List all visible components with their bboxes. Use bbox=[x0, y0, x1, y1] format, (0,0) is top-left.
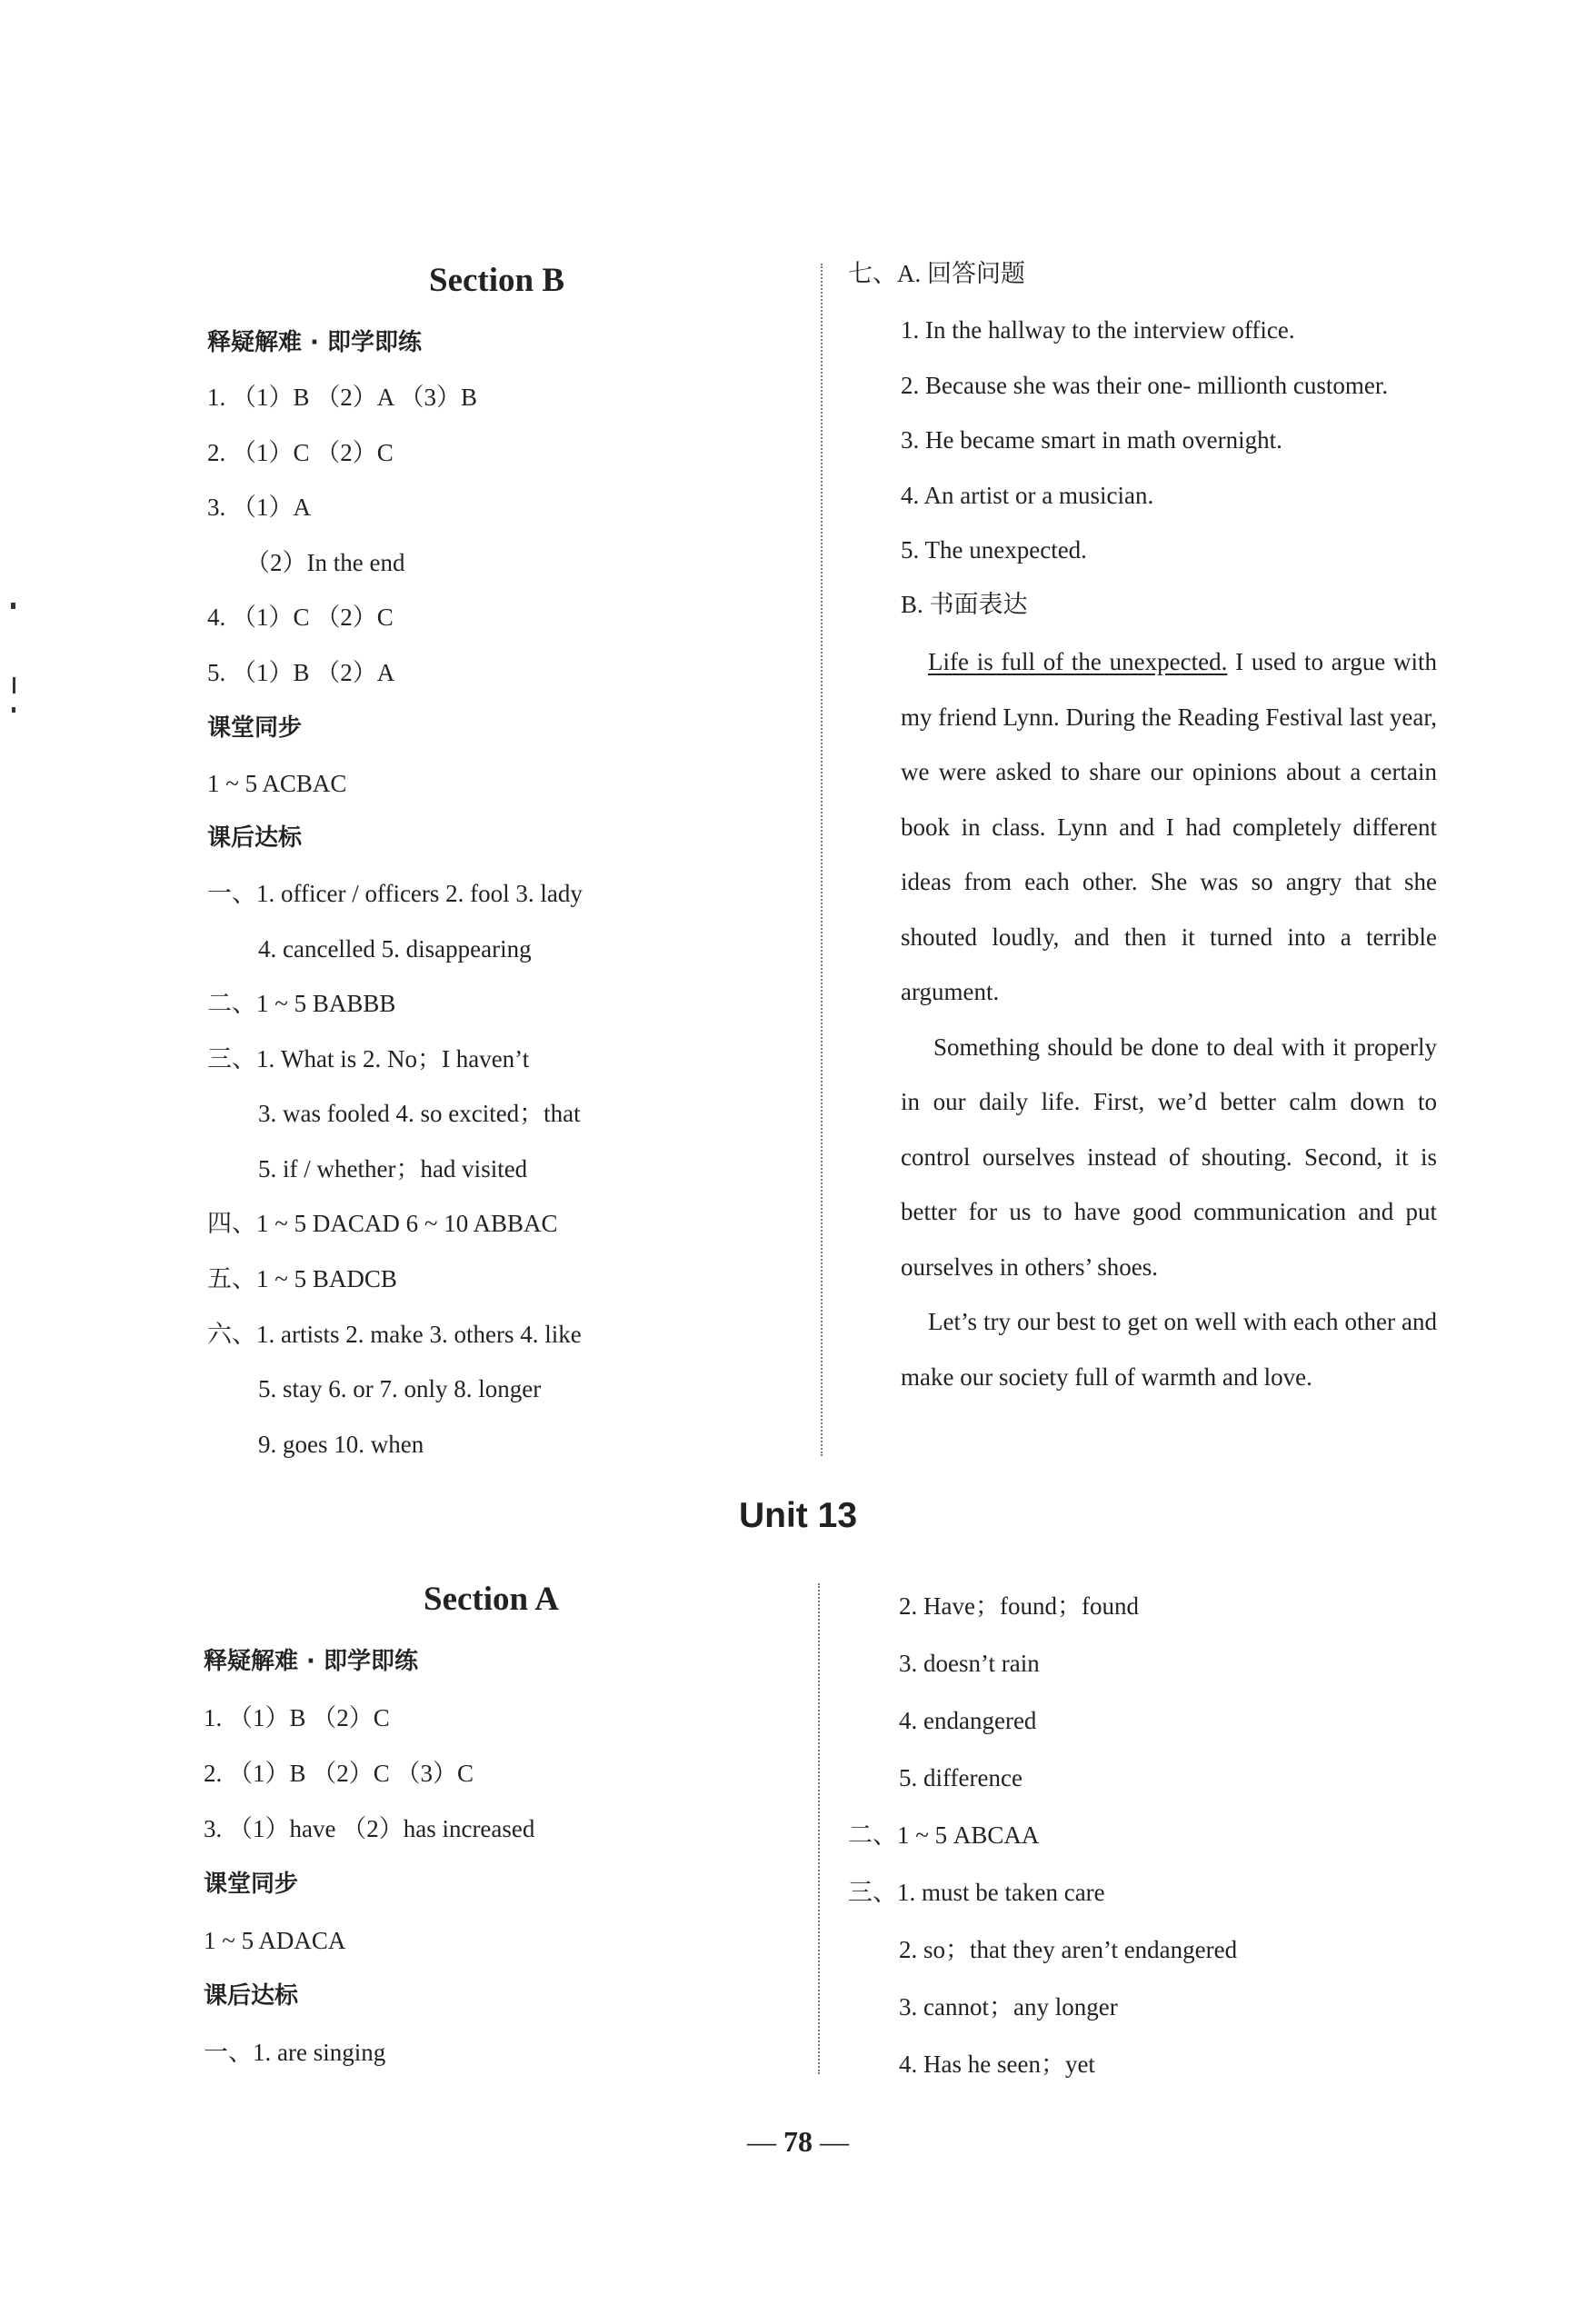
answer-line: 4. cancelled 5. disappearing bbox=[258, 935, 532, 963]
page-number bbox=[0, 2125, 1596, 2159]
sub-heading: 课后达标 bbox=[204, 1982, 299, 2010]
question-heading: B. 书面表达 bbox=[901, 591, 1028, 618]
answer-line: 5. stay 6. or 7. only 8. longer bbox=[258, 1375, 542, 1402]
answer-line: 1. In the hallway to the interview office. bbox=[901, 316, 1295, 344]
column-divider bbox=[818, 1583, 820, 2074]
answer-line: 3. （1）have （2）has increased bbox=[204, 1815, 535, 1842]
sub-heading: 课堂同步 bbox=[204, 1871, 299, 1898]
answer-line: 2. Because she was their one- millionth customer. bbox=[901, 372, 1389, 399]
essay-paragraph: Let’s try our best to get on well with each other and make our society full of warmth and love. bbox=[901, 1308, 1437, 1391]
answer-line: 1. （1）B （2）C bbox=[204, 1704, 390, 1731]
page-number-value: 78 bbox=[783, 2125, 813, 2158]
answer-line: 1 ~ 5 ADACA bbox=[204, 1927, 346, 1954]
dash-decoration: — bbox=[747, 2125, 783, 2158]
dash-decoration: — bbox=[813, 2125, 849, 2158]
unit-title: Unit 13 bbox=[738, 1496, 858, 1535]
bottom-right-column bbox=[848, 0, 1448, 2090]
answer-line: 9. goes 10. when bbox=[258, 1431, 424, 1458]
answer-line: 六、1. artists 2. make 3. others 4. like bbox=[207, 1321, 582, 1348]
answer-line: 2. Have；found；found bbox=[899, 1592, 1139, 1620]
answer-line: 五、1 ~ 5 BADCB bbox=[207, 1265, 397, 1292]
answer-line: 1 ~ 5 ACBAC bbox=[207, 770, 347, 797]
answer-line: 二、1 ~ 5 BABBB bbox=[207, 990, 396, 1017]
answer-line: 5. （1）B （2）A bbox=[207, 659, 395, 686]
section-a-title: Section A bbox=[424, 1581, 560, 1618]
answer-line: 3. （1）A bbox=[207, 494, 311, 521]
margin-mark bbox=[13, 677, 15, 694]
section-b-title: Section B bbox=[429, 262, 565, 299]
answer-line: 5. The unexpected. bbox=[901, 536, 1087, 564]
essay-paragraph: Something should be done to deal with it properly in our daily life. First, we’d better calm down to control ourselves instead of shouting. Second, it is better for us to have good communication and put ourselves in others’ shoes. bbox=[901, 1033, 1437, 1281]
answer-line: 4. （1）C （2）C bbox=[207, 604, 394, 631]
sub-heading: 课后达标 bbox=[207, 824, 303, 852]
margin-mark bbox=[12, 707, 15, 713]
essay-text: I used to argue with my friend Lynn. During the Reading Festival last year, we were asked to share our opinions about a certain book in class. Lynn and I had completely different ideas from each other. She was so angry that she shouted loudly, and then it turned into a terrible argument. bbox=[901, 648, 1437, 1005]
sub-heading: 课堂同步 bbox=[207, 714, 303, 742]
question-heading: 七、A. 回答问题 bbox=[848, 260, 1025, 287]
answer-line: 三、1. must be taken care bbox=[848, 1879, 1105, 1906]
answer-line: 4. An artist or a musician. bbox=[901, 482, 1154, 509]
answer-line: 2. so；that they aren’t endangered bbox=[899, 1936, 1238, 1963]
column-divider bbox=[821, 264, 823, 1456]
answer-line: （2）In the end bbox=[245, 549, 405, 576]
bottom-left-column bbox=[204, 0, 794, 2090]
answer-line: 2. （1）B （2）C （3）C bbox=[204, 1760, 474, 1787]
answer-line: 二、1 ~ 5 ABCAA bbox=[848, 1821, 1040, 1849]
answer-line: 3. cannot；any longer bbox=[899, 1993, 1118, 2021]
answer-line: 一、1. officer / officers 2. fool 3. lady bbox=[207, 880, 583, 907]
margin-mark bbox=[11, 603, 15, 609]
sub-heading: 释疑解难 · 即学即练 bbox=[207, 329, 422, 356]
sub-heading: 释疑解难 · 即学即练 bbox=[204, 1648, 418, 1675]
answer-line: 2. （1）C （2）C bbox=[207, 439, 394, 466]
answer-line: 4. Has he seen；yet bbox=[899, 2051, 1095, 2078]
answer-line: 四、1 ~ 5 DACAD 6 ~ 10 ABBAC bbox=[207, 1210, 558, 1237]
answer-line: 一、1. are singing bbox=[204, 2039, 386, 2066]
answer-line: 3. He became smart in math overnight. bbox=[901, 426, 1282, 454]
essay-lead: Life is full of the unexpected. bbox=[928, 648, 1228, 675]
answer-line: 5. difference bbox=[899, 1764, 1022, 1791]
answer-line: 3. doesn’t rain bbox=[899, 1650, 1040, 1677]
answer-line: 三、1. What is 2. No；I haven’t bbox=[207, 1045, 530, 1073]
answer-line: 5. if / whether；had visited bbox=[258, 1155, 528, 1182]
answer-line: 1. （1）B （2）A （3）B bbox=[207, 384, 478, 411]
answer-line: 3. was fooled 4. so excited；that bbox=[258, 1100, 581, 1127]
answer-line: 4. endangered bbox=[899, 1707, 1037, 1734]
